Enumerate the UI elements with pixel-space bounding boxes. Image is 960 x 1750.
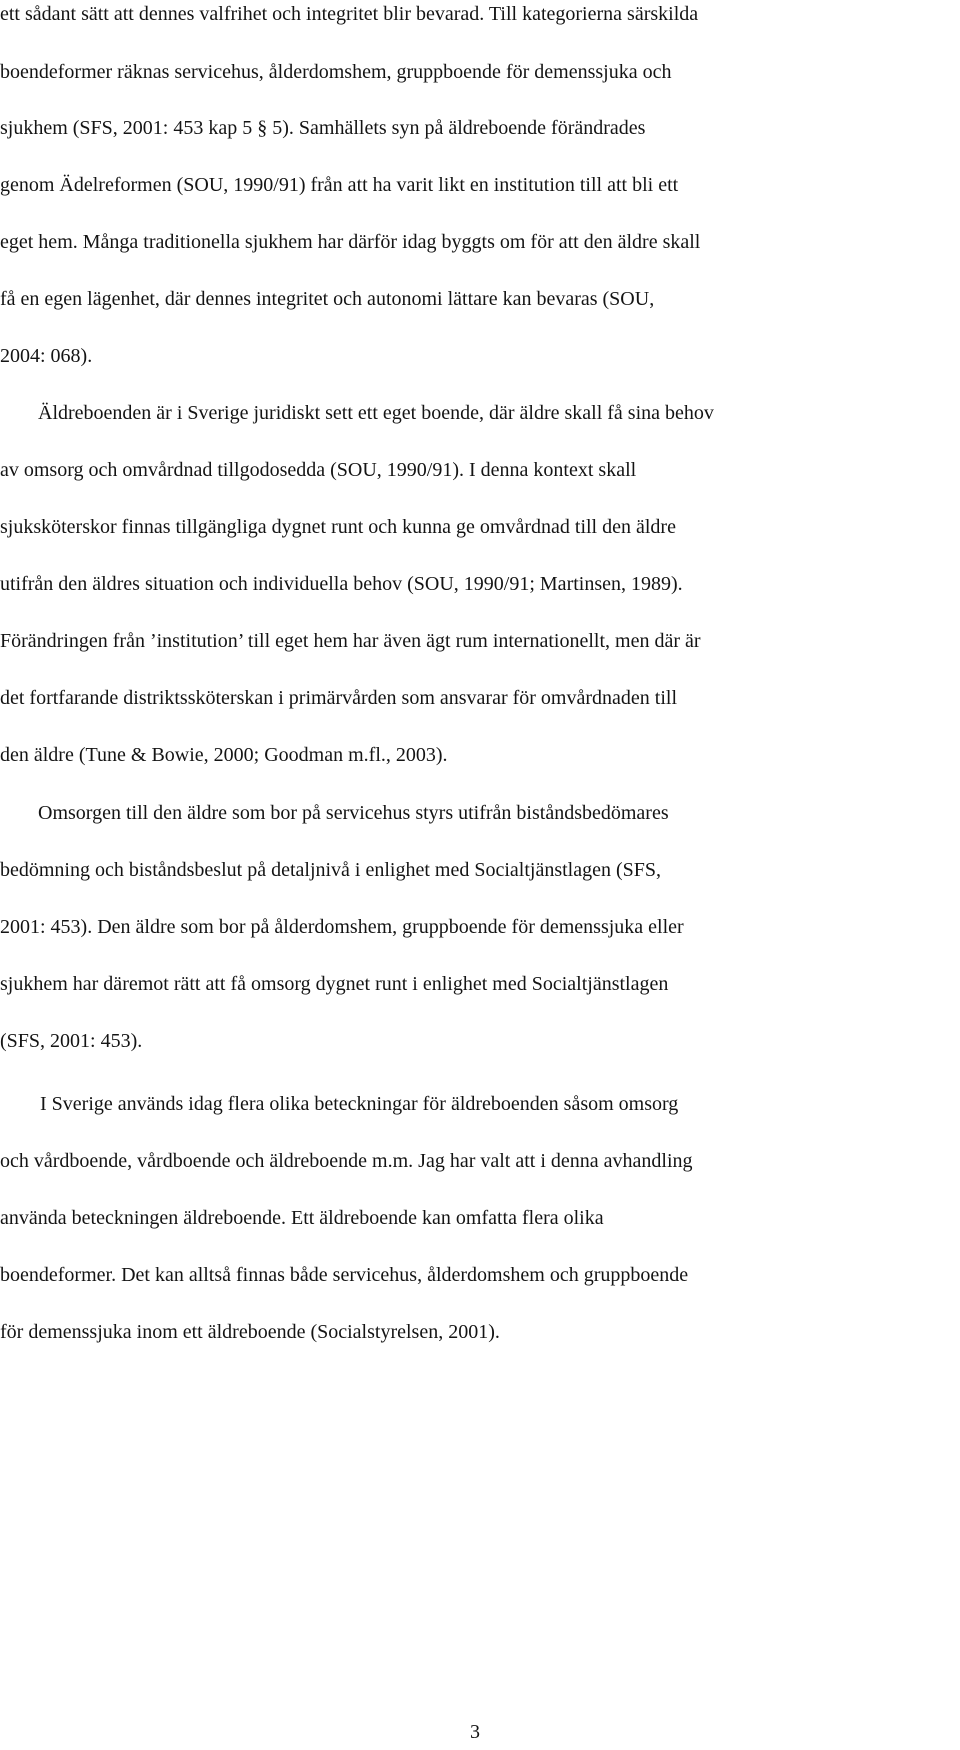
text-line: 2001: 453). Den äldre som bor på ålderdomshem, gruppboende för demenssjuka eller (0, 916, 684, 938)
text-line: av omsorg och omvårdnad tillgodosedda (SOU, 1990/91). I denna kontext skall (0, 459, 637, 481)
text-line: sjuksköterskor finnas tillgängliga dygnet runt och kunna ge omvårdnad till den äldre (0, 516, 676, 538)
text-line: eget hem. Många traditionella sjukhem har därför idag byggts om för att den äldre skall (0, 231, 701, 253)
text-line: det fortfarande distriktssköterskan i primärvården som ansvarar för omvårdnaden till (0, 687, 678, 709)
text-line: utifrån den äldres situation och individuella behov (SOU, 1990/91; Martinsen, 1989). (0, 573, 683, 595)
text-line: ett sådant sätt att dennes valfrihet och integritet blir bevarad. Till kategorierna särskilda (0, 3, 699, 25)
page-number: 3 (470, 1721, 480, 1743)
text-line: 2004: 068). (0, 345, 93, 367)
text-line: för demenssjuka inom ett äldreboende (Socialstyrelsen, 2001). (0, 1321, 500, 1343)
text-line: den äldre (Tune & Bowie, 2000; Goodman m.fl., 2003). (0, 744, 448, 766)
text-line: I Sverige används idag flera olika beteckningar för äldreboenden såsom omsorg (40, 1093, 679, 1115)
text-line: sjukhem (SFS, 2001: 453 kap 5 § 5). Samhällets syn på äldreboende förändrades (0, 117, 646, 139)
text-line: Omsorgen till den äldre som bor på servicehus styrs utifrån biståndsbedömares (38, 802, 669, 824)
text-line: använda beteckningen äldreboende. Ett äldreboende kan omfatta flera olika (0, 1207, 604, 1229)
text-line: få en egen lägenhet, där dennes integritet och autonomi lättare kan bevaras (SOU, (0, 288, 655, 310)
text-line: bedömning och biståndsbeslut på detaljnivå i enlighet med Socialtjänstlagen (SFS, (0, 859, 662, 881)
text-line: Äldreboenden är i Sverige juridiskt sett ett eget boende, där äldre skall få sina behov (38, 402, 714, 424)
text-line: boendeformer. Det kan alltså finnas både servicehus, ålderdomshem och gruppboende (0, 1264, 689, 1286)
text-line: boendeformer räknas servicehus, ålderdomshem, gruppboende för demenssjuka och (0, 61, 672, 83)
text-line: Förändringen från ’institution’ till eget hem har även ägt rum internationellt, men där är (0, 630, 701, 652)
text-line: och vårdboende, vårdboende och äldreboende m.m. Jag har valt att i denna avhandling (0, 1150, 693, 1172)
text-line: genom Ädelreformen (SOU, 1990/91) från att ha varit likt en institution till att bli ett (0, 174, 679, 196)
text-line: sjukhem har däremot rätt att få omsorg dygnet runt i enlighet med Socialtjänstlagen (0, 973, 669, 995)
text-line: (SFS, 2001: 453). (0, 1030, 143, 1052)
